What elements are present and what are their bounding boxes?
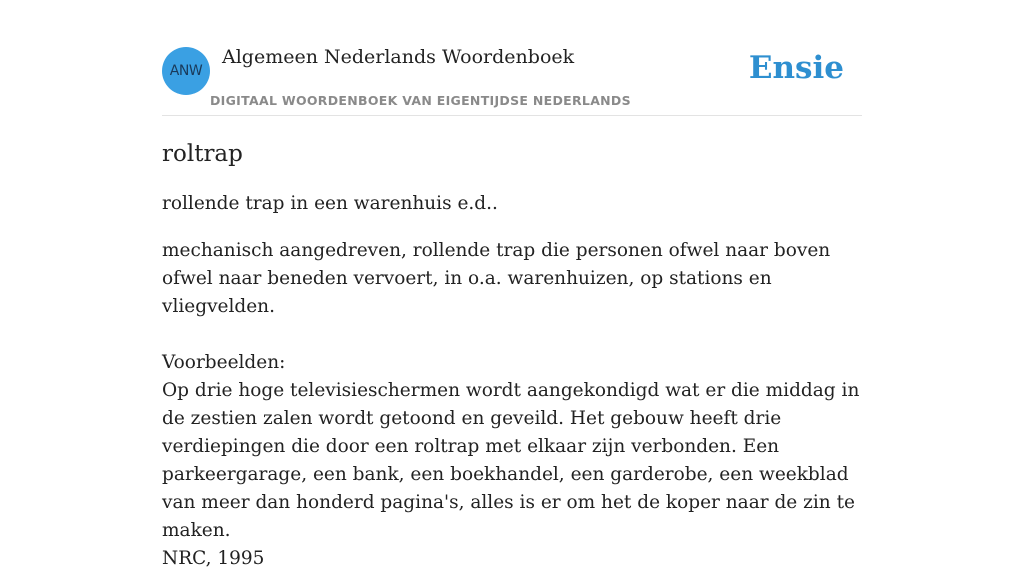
entry-long-definition: mechanisch aangedreven, rollende trap die personen ofwel naar boven ofwel naar beneden vervoert, in o.a. warenhuizen, op stations en vliegvelden. xyxy=(162,240,831,317)
ensie-brand-logo[interactable]: Ensie xyxy=(748,50,844,86)
site-title[interactable]: Algemeen Nederlands Woordenboek xyxy=(222,46,575,68)
anw-logo[interactable]: ANW xyxy=(162,47,210,95)
site-subtitle: DIGITAAL WOORDENBOEK VAN EIGENTIJDSE NEDERLANDS xyxy=(210,93,631,108)
entry-headword: roltrap xyxy=(162,141,243,167)
entry-content xyxy=(162,138,862,573)
example-source: NRC, 1995 xyxy=(162,548,265,569)
entry-short-definition: rollende trap in een warenhuis e.d.. xyxy=(162,193,498,214)
example-text: Op drie hoge televisieschermen wordt aangekondigd wat er die middag in de zestien zalen wordt getoond en geveild. Het gebouw heeft drie verdiepingen die door een roltrap met elkaar zijn verbonden. Een parkeergarage, een bank, een boekhandel, een garderobe, een weekblad van meer dan honderd pagina's, alles is er om het de koper naar de zin te maken. xyxy=(162,380,860,541)
site-header xyxy=(162,0,862,116)
examples-label: Voorbeelden: xyxy=(162,352,286,373)
entry-examples xyxy=(162,349,862,573)
